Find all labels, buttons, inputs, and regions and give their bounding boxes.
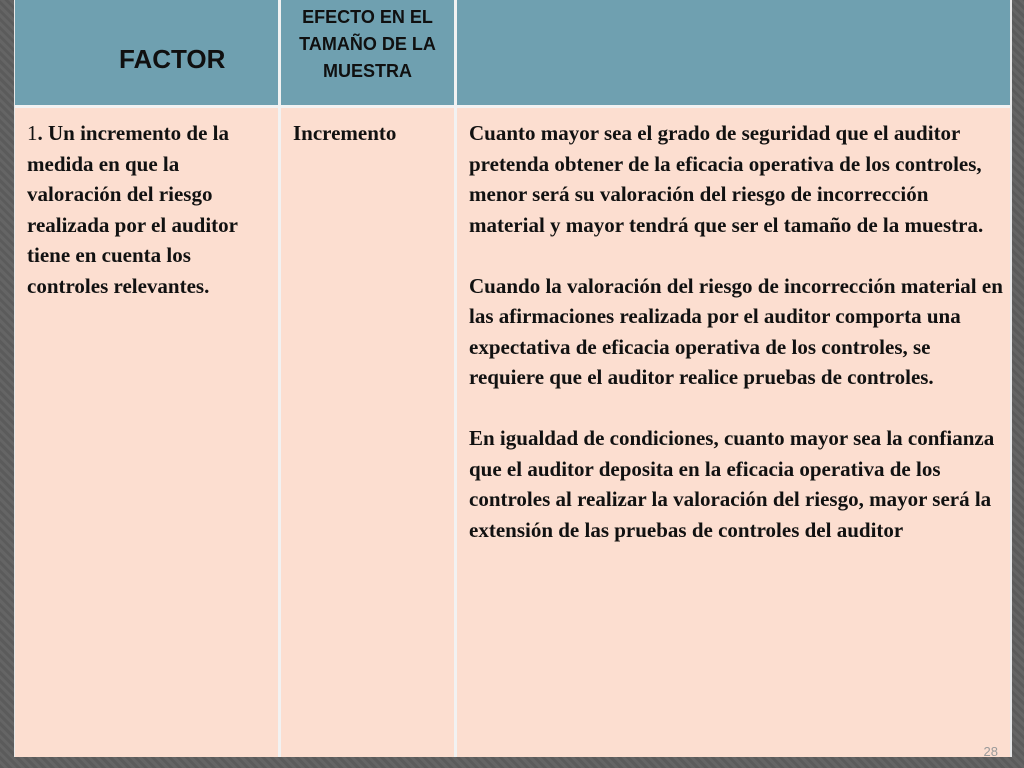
factor-number: 1 [27, 121, 38, 145]
header-efecto-label: EFECTO EN EL TAMAÑO DE LA MUESTRA [299, 7, 436, 81]
row-cell-efecto [281, 108, 457, 757]
description-block [469, 118, 1005, 576]
factor-text [27, 118, 263, 301]
page-number: 28 [983, 744, 998, 759]
header-cell-description [457, 0, 1010, 108]
header-factor-label: FACTOR [119, 44, 226, 74]
row-cell-factor [15, 108, 281, 757]
header-cell-efecto [281, 0, 457, 108]
header-cell-factor [15, 0, 281, 108]
factor-description: . Un incremento de la medida en que la valoración del riesgo realizada por el auditor tiene en cuenta los controles relevantes. [27, 121, 238, 298]
description-paragraph: Cuando la valoración del riesgo de incorrección material en las afirmaciones realizada por el auditor comporta una expectativa de eficacia operativa de los controles, se requiere que el auditor realice pruebas de controles. [469, 273, 1003, 389]
row-cell-description [457, 108, 1010, 757]
description-paragraph: En igualdad de condiciones, cuanto mayor sea la confianza que el auditor deposita en la eficacia operativa de los controles al realizar la valoración del riesgo, mayor será la extensión de las pruebas de controles del auditor [469, 426, 995, 542]
factor-table [14, 0, 1012, 757]
description-paragraph: Cuanto mayor sea el grado de seguridad que el auditor pretenda obtener de la eficacia operativa de los controles, menor será su valoración del riesgo de incorrección material y mayor tendrá que ser el tamaño de la muestra. [469, 121, 984, 237]
efecto-value: Incremento [293, 121, 397, 145]
